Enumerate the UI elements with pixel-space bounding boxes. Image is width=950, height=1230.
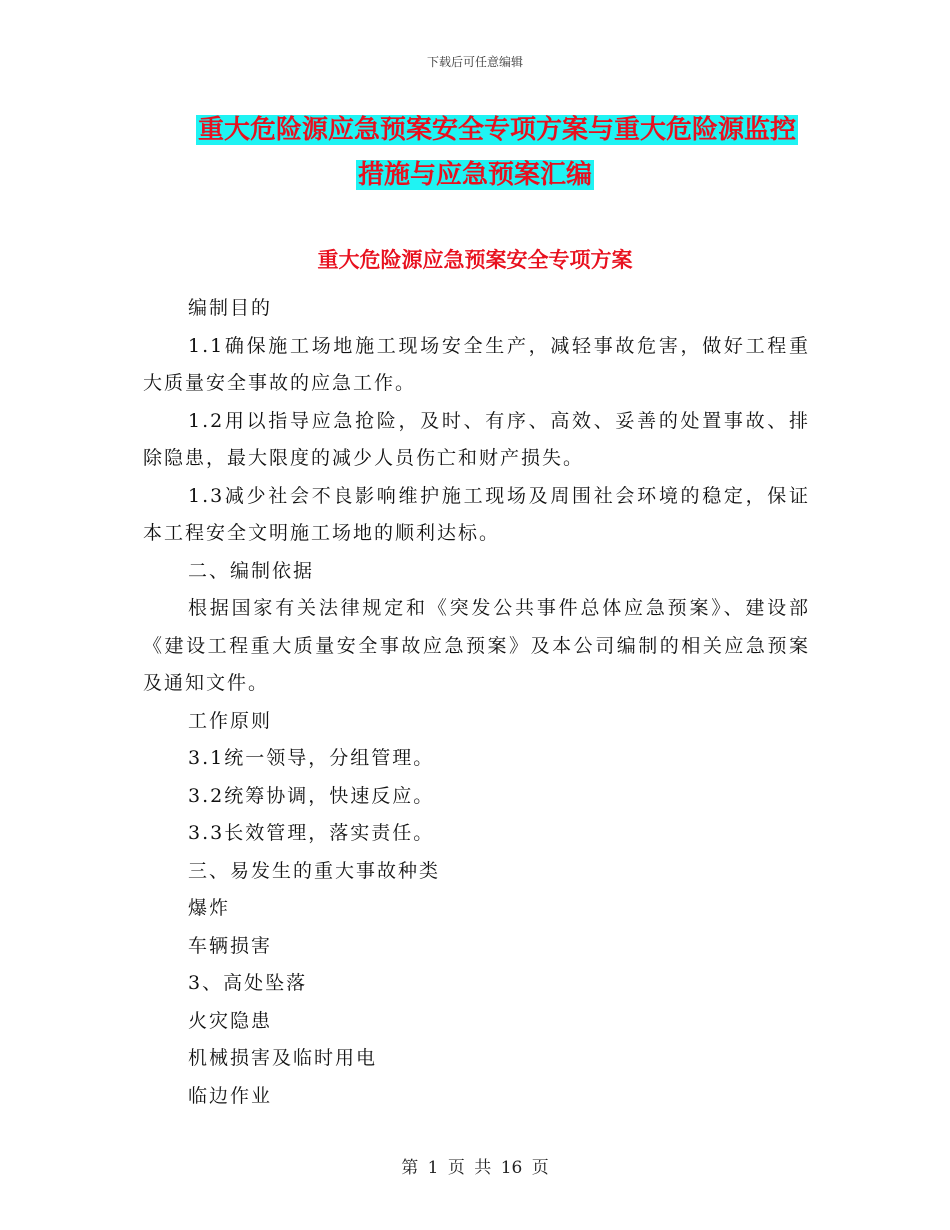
paragraph: 工作原则 — [188, 709, 273, 732]
paragraph: 3、高处坠落 — [188, 972, 308, 994]
paragraph: 爆炸 — [188, 897, 231, 919]
title-highlight: 重大危险源应急预案安全专项方案与重大危险源监控 — [197, 115, 796, 145]
paragraph: 1.1确保施工场地施工现场安全生产，减轻事故危害，做好工程重大质量安全事故的应急工作。 — [143, 334, 810, 394]
paragraph: 二、编制依据 — [188, 559, 315, 582]
paragraph: 机械损害及临时用电 — [188, 1047, 378, 1069]
paragraph: 1.2用以指导应急抢险，及时、有序、高效、妥善的处置事故、排除隐患，最大限度的减少人员伤亡和财产损失。 — [143, 409, 810, 469]
paragraph: 1.3减少社会不良影响维护施工现场及周围社会环境的稳定，保证本工程安全文明施工场地的顺利达标。 — [143, 484, 810, 544]
document-body — [143, 290, 810, 1115]
paragraph: 火灾隐患 — [188, 1009, 273, 1032]
page-footer: 第 1 页 共 16 页 — [401, 1158, 549, 1178]
paragraph: 车辆损害 — [188, 934, 273, 957]
document-title-line-1 — [22, 110, 950, 150]
document-title-line-2 — [0, 155, 950, 195]
paragraph: 临边作业 — [188, 1084, 273, 1107]
paragraph: 3.2统筹协调，快速反应。 — [188, 784, 435, 807]
paragraph: 3.1统一领导，分组管理。 — [188, 747, 435, 769]
title-highlight: 措施与应急预案汇编 — [357, 160, 592, 190]
paragraph: 三、易发生的重大事故种类 — [188, 859, 441, 882]
header-note: 下载后可任意编辑 — [426, 55, 523, 69]
section-title: 重大危险源应急预案安全专项方案 — [317, 247, 633, 272]
paragraph: 3.3长效管理，落实责任。 — [188, 822, 435, 844]
paragraph: 根据国家有关法律规定和《突发公共事件总体应急预案》、建设部《建设工程重大质量安全事故应急预案》及本公司编制的相关应急预案及通知文件。 — [143, 597, 810, 694]
paragraph: 编制目的 — [188, 297, 273, 319]
